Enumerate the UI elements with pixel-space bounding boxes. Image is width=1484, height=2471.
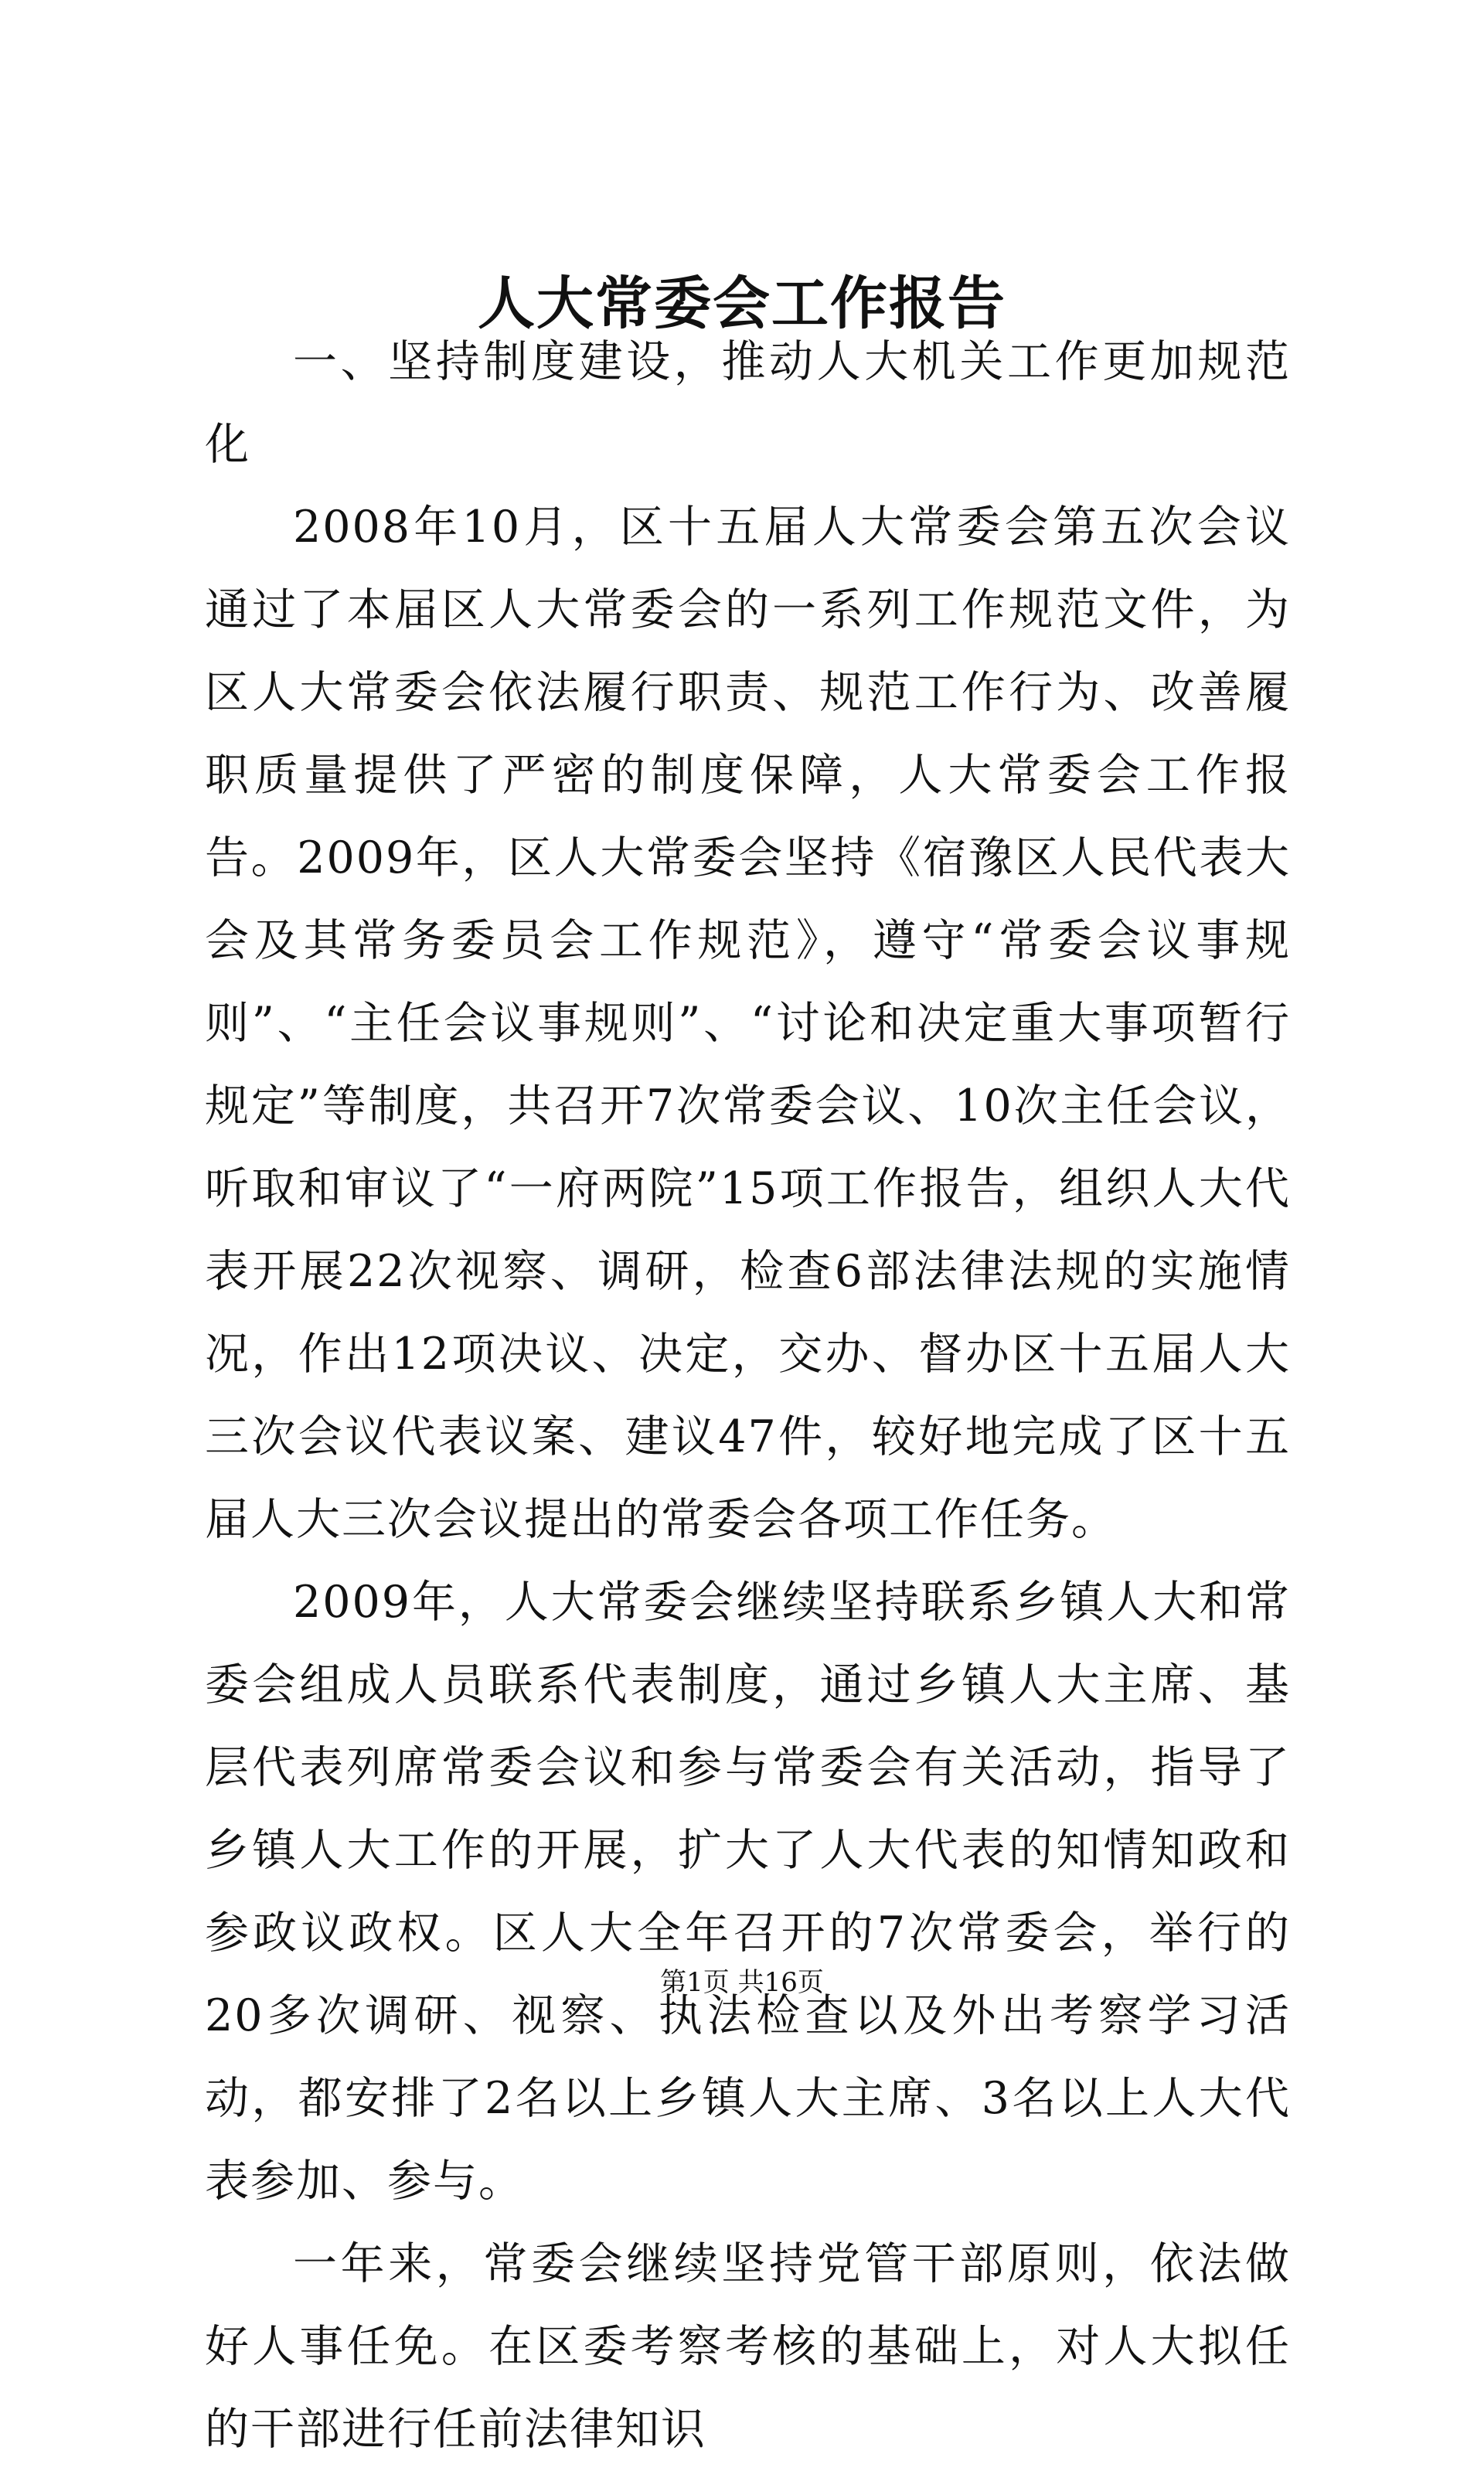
page-footer	[0, 1959, 1484, 2006]
page-number: 第1页 共16页	[660, 1967, 824, 1998]
body-paragraph: 2009年，人大常委会继续坚持联系乡镇人大和常委会组成人员联系代表制度，通过乡镇人大主席、基层代表列席常委会议和参与常委会有关活动，指导了乡镇人大工作的开展，扩大了人大代表的知情知政和参政议政权。区人大全年召开的7次常委会，举行的20多次调研、视察、执法检查以及外出考察学习活动，都安排了2名以上乡镇人大主席、3名以上人大代表参加、参与。	[205, 1577, 1291, 2207]
document-body	[205, 321, 1291, 2471]
body-paragraph: 2008年10月，区十五届人大常委会第五次会议通过了本届区人大常委会的一系列工作规范文件，为区人大常委会依法履行职责、规范工作行为、改善履职质量提供了严密的制度保障，人大常委会工作报告。2009年，区人大常委会坚持《宿豫区人民代表大会及其常务委员会工作规范》，遵守“常委会议事规则”、“主任会议事规则”、“讨论和决定重大事项暂行规定”等制度，共召开7次常委会议、10次主任会议，听取和审议了“一府两院”15项工作报告，组织人大代表开展22次视察、调研，检查6部法律法规的实施情况，作出12项决议、决定，交办、督办区十五届人大三次会议代表议案、建议47件，较好地完成了区十五届人大三次会议提出的常委会各项工作任务。	[205, 502, 1291, 1545]
section-heading: 一、坚持制度建设，推动人大机关工作更加规范化	[205, 336, 1291, 470]
body-paragraph: 一年来，常委会继续坚持党管干部原则，依法做好人事任免。在区委考察考核的基础上，对人大拟任的干部进行任前法律知识	[205, 2238, 1291, 2455]
document-title: 人大常委会工作报告	[478, 271, 1006, 337]
